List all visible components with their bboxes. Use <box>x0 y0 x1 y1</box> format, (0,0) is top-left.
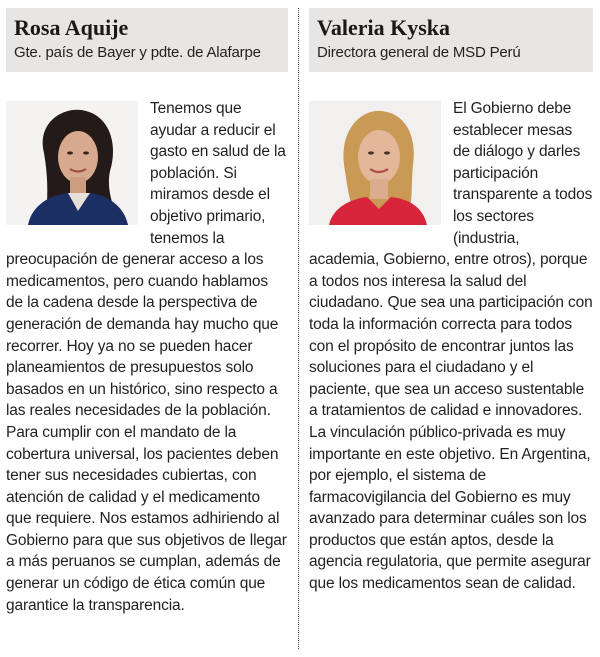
portrait-rosa-aquije <box>6 101 138 225</box>
left-role: Gte. país de Bayer y pdte. de Alafarpe <box>14 44 261 61</box>
left-name: Rosa Aquije <box>14 15 129 40</box>
left-body-text: Tenemos que ayudar a reducir el gasto en salud de la población. Si miramos desde el objetivo primario, tenemos la preocupación de generar acceso a los medicamentos, pero cuando hablamos de la cadena desde la perspectiva de generación de demanda hay mucho que recorrer. Hoy ya no se pueden hacer planeamientos de presupuestos solo basados en un histórico, sino respecto a las reales necesidades de la población. Para cumplir con el mandato de la cobertura universal, los pacientes deben tener sus necesidades cubiertas, con atención de calidad y el medicamento que requiere. Nos estamos adhiriendo al Gobierno para que sus objetivos de llegar a más peruanos se cumplan, además de generar un código de ética común que garantice la transparencia. <box>6 100 287 614</box>
right-header <box>309 8 593 72</box>
right-name: Valeria Kyska <box>317 15 451 40</box>
left-body <box>6 98 288 616</box>
right-column <box>309 8 593 649</box>
column-divider <box>298 8 299 649</box>
left-column <box>6 8 288 649</box>
right-body <box>309 98 593 595</box>
right-role: Directora general de MSD Perú <box>317 44 521 61</box>
right-body-text-2: La vinculación público-privada es muy importante en este objetivo. En Argentina, por ejemplo, el sistema de farmacovigilancia del Gobierno es muy avanzado para determinar cuáles son los productos que están aptos, desde la agencia regulatoria, que permite asegurar que los medicamentos sean de calidad. <box>309 423 591 593</box>
left-header <box>6 8 288 72</box>
portrait-valeria-kyska <box>309 101 441 225</box>
right-body-text-1: El Gobierno debe establecer mesas de diálogo y darles participación transparente a todos los sectores (industria, academia, Gobierno, entre otros), porque a todos nos interesa la salud del ciudadano. Que sea una participación con toda la información correcta para todos con el propósito de encontrar juntos las soluciones para el ciudadano y el paciente, que sea un acceso sustentable a tratamientos de calidad e innovadores. <box>309 100 593 420</box>
